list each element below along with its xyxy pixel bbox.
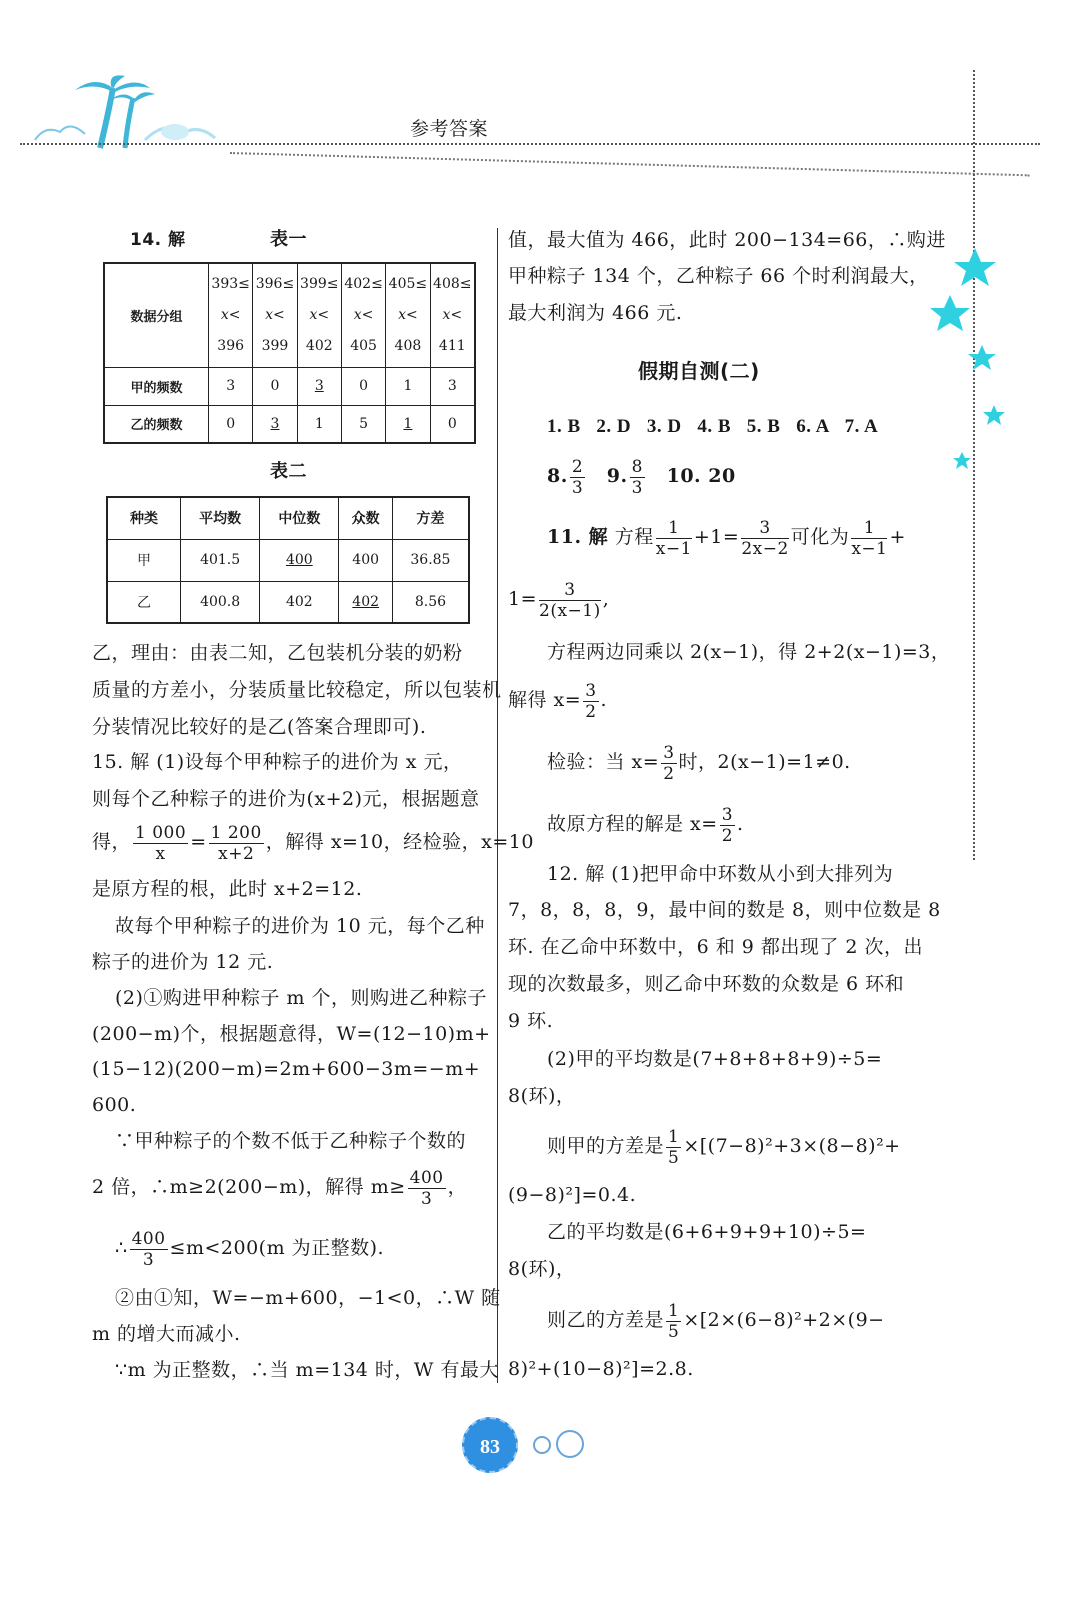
text-fragment: 2 倍，∴m≥2(200−m)，解得 m≥: [92, 1176, 406, 1198]
fraction: $\frac{1}{x-1}$: [655, 517, 692, 559]
text-line: 分装情况比较好的是乙(答案合理即可).: [92, 716, 427, 738]
table1-cell: 1: [386, 405, 430, 443]
text-line: (200−m)个，根据题意得，W=(12−10)m+: [92, 1023, 491, 1045]
table1: [103, 262, 476, 444]
table2-cell: 400: [260, 539, 339, 581]
answers-row-2: [547, 454, 736, 498]
text-line: 8)²+(10−8)²]=2.8.: [508, 1358, 694, 1380]
table1-range: 393≤ x< 396: [209, 263, 253, 367]
text-line: 乙，理由：由表二知，乙包装机分装的奶粉: [92, 642, 463, 664]
equation-line: 解得 x= $\frac{3}{2}$ .: [508, 680, 608, 722]
text-line: 15. 解 (1)设每个甲种粽子的进价为 x 元，: [92, 751, 463, 773]
text-line: 600.: [92, 1094, 137, 1116]
text-line: 7，8，8，8，9，最中间的数是 8，则中位数是 8: [508, 899, 941, 921]
text-line: 8(环)，: [508, 1085, 576, 1107]
equation-line: 则甲的方差是 $\frac{1}{5}$ ×[(7−8)²+3×(8−8)²+: [547, 1126, 901, 1168]
table2-cell: 402: [339, 581, 392, 623]
table2-title: 表二: [270, 461, 307, 482]
fraction: $\frac{3}{2}$: [721, 804, 734, 846]
answer-number: 8.: [547, 465, 568, 487]
equation-line: 11. 解 方程 $\frac{1}{x-1}$ +1= $\frac{3}{2x-2}$ 可化为 $\frac{1}{x-1}$ +: [547, 517, 906, 559]
table1-cell: 3: [253, 405, 297, 443]
text-line: 12. 解 (1)把甲命中环数从小到大排列为: [547, 863, 894, 885]
equation-line: 检验：当 x= $\frac{3}{2}$ 时，2(x−1)=1≠0.: [547, 742, 851, 784]
text-fragment: ∴: [115, 1237, 128, 1259]
text-line: (15−12)(200−m)=2m+600−3m=−m+: [92, 1058, 481, 1080]
text-line: 8(环)，: [508, 1258, 576, 1280]
text-line: 现的次数最多，则乙命中环数的众数是 6 环和: [508, 973, 905, 995]
text-line: 乙的平均数是(6+6+9+9+10)÷5=: [547, 1221, 867, 1243]
text-line: m 的增大而减小.: [92, 1323, 241, 1345]
fraction: $\frac{3}{2}$: [585, 680, 597, 722]
table2-header: 方差: [392, 497, 469, 539]
table2-cell: 400: [339, 539, 392, 581]
equation-line: [115, 1228, 384, 1270]
fraction: $\frac{1 000}{x}$: [135, 822, 187, 864]
decor-circle-small: [533, 1436, 551, 1454]
header-rule-lower: [230, 152, 1030, 176]
header-rule: [20, 143, 1040, 145]
text-line: (2)甲的平均数是(7+8+8+8+9)÷5=: [547, 1048, 883, 1070]
table1-title: 表一: [270, 229, 307, 250]
table2-header: 平均数: [181, 497, 260, 539]
table1-cell: 0: [253, 367, 297, 405]
text-line: 故每个甲种粽子的进价为 10 元，每个乙种: [115, 915, 485, 937]
text-line: 9 环.: [508, 1010, 554, 1032]
table1-cell: 0: [430, 405, 475, 443]
table2-header: 众数: [339, 497, 392, 539]
fraction: $\frac{3}{2x-2}$: [741, 517, 789, 559]
equation-line: 则乙的方差是 $\frac{1}{5}$ ×[2×(6−8)²+2×(9−: [547, 1300, 885, 1342]
table2-cell: 乙: [107, 581, 181, 623]
fraction: $\frac{400}{3}$: [131, 1228, 166, 1270]
table1-cell: 3: [297, 367, 341, 405]
table2-cell: 8.56: [392, 581, 469, 623]
text-line: ∵甲种粽子的个数不低于乙种粽子个数的: [115, 1130, 467, 1152]
equation-line: 2 倍，∴m≥2(200−m)，解得 m≥ $\frac{400}{3}$ ，: [92, 1167, 468, 1209]
fraction: $\frac{1}{x-1}$: [851, 517, 888, 559]
text-line: 甲种粽子 134 个，乙种粽子 66 个时利润最大，: [508, 265, 929, 287]
table2-cell: 36.85: [392, 539, 469, 581]
text-line: 环. 在乙命中环数中，6 和 9 都出现了 2 次，出: [508, 936, 924, 958]
text-line: 最大利润为 466 元.: [508, 302, 683, 324]
fraction: $\frac{1 200}{x+2}$: [210, 822, 262, 864]
section-title: 假期自测(二): [638, 359, 760, 383]
text-line: 是原方程的根，此时 x+2=12.: [92, 878, 363, 900]
answer-number: 10. 20: [666, 465, 736, 487]
text-line: 方程两边同乘以 2(x−1)，得 2+2(x−1)=3，: [547, 641, 951, 663]
table1-row-b-label: 乙的频数: [104, 405, 209, 443]
table1-cell: 5: [341, 405, 385, 443]
question-label: 11. 解: [547, 526, 609, 548]
table1-row-header: 数据分组: [104, 263, 209, 367]
table1-range: 402≤ x< 405: [341, 263, 385, 367]
text-line: ②由①知，W=−m+600，−1<0，∴W 随: [115, 1287, 501, 1309]
text-line: 粽子的进价为 12 元.: [92, 951, 274, 973]
table2-header: 种类: [107, 497, 181, 539]
table1-cell: 0: [341, 367, 385, 405]
table2-cell: 401.5: [181, 539, 260, 581]
equation-line: 得， $\frac{1 000}{x}$ = $\frac{1 200}{x+2}$ ，解得 x=10，经检验，x=10: [92, 822, 534, 864]
text-line: 值，最大值为 466，此时 200−134=66，∴购进: [508, 229, 946, 251]
text-line: ∵m 为正整数，∴当 m=134 时，W 有最大: [115, 1359, 499, 1381]
fraction: $\frac{1}{5}$: [668, 1300, 680, 1342]
text-line: (9−8)²]=0.4.: [508, 1184, 637, 1206]
table1-cell: 3: [430, 367, 475, 405]
table1-cell: 0: [209, 405, 253, 443]
answers-row: 1. B 2. D 3. D 4. B 5. B 6. A 7. A: [547, 416, 879, 437]
table1-range: 408≤ x< 411: [430, 263, 475, 367]
page-number-badge: 83: [462, 1417, 518, 1473]
fraction: $\frac{400}{3}$: [409, 1167, 444, 1209]
fraction: $\frac{3}{2}$: [663, 742, 675, 784]
table1-cell: 1: [297, 405, 341, 443]
text-fragment: 得，: [92, 831, 132, 853]
table1-row-a-label: 甲的频数: [104, 367, 209, 405]
table1-range: 399≤ x< 402: [297, 263, 341, 367]
column-divider: [497, 228, 498, 1383]
table1-cell: 1: [386, 367, 430, 405]
header-title: 参考答案: [410, 118, 489, 140]
fraction: $\frac{8}{3}$: [631, 456, 643, 498]
table1-range: 405≤ x< 408: [386, 263, 430, 367]
table2-cell: 400.8: [181, 581, 260, 623]
answer-number: 9.: [606, 465, 628, 487]
table2-header: 中位数: [260, 497, 339, 539]
fraction: $\frac{2}{3}$: [571, 456, 584, 498]
text-fragment: ，解得 x=10，经检验，x=10: [265, 831, 534, 853]
fraction: $\frac{3}{2(x-1)}$: [539, 579, 601, 621]
q14-label: 14. 解: [130, 230, 186, 250]
fraction: $\frac{1}{5}$: [668, 1126, 680, 1168]
text-line: 则每个乙种粽子的进价为(x+2)元，根据题意: [92, 788, 480, 810]
equation-line: 1= $\frac{3}{2(x-1)}$ ,: [508, 579, 610, 621]
equation-line: 故原方程的解是 x= $\frac{3}{2}$ .: [547, 804, 744, 846]
text-line: 质量的方差小，分装质量比较稳定，所以包装机: [92, 679, 502, 701]
palm-tree-logo: [15, 70, 235, 150]
text-line: (2)①购进甲种粽子 m 个，则购进乙种粽子: [115, 987, 488, 1009]
table2-cell: 甲: [107, 539, 181, 581]
table2-cell: 402: [260, 581, 339, 623]
decor-circle: [556, 1430, 584, 1458]
table1-range: 396≤ x< 399: [253, 263, 297, 367]
star-decoration: [930, 240, 1010, 480]
text-fragment: ≤m<200(m 为正整数).: [169, 1237, 385, 1259]
table1-cell: 3: [209, 367, 253, 405]
table2: [106, 496, 470, 624]
